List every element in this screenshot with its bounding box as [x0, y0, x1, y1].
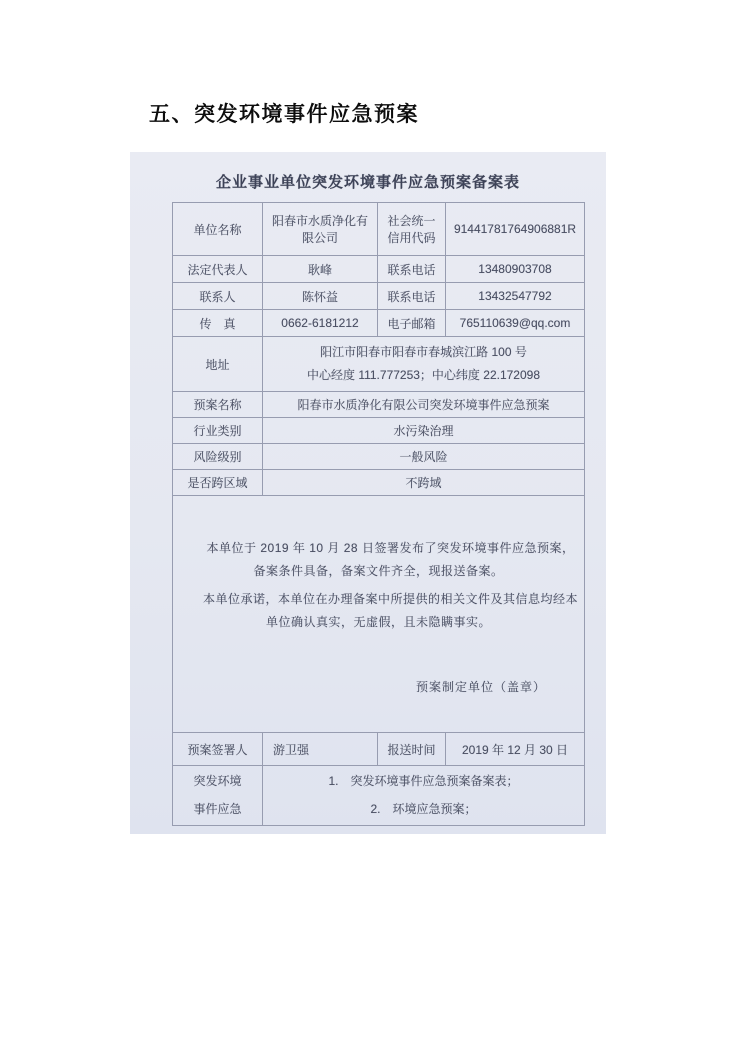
attachments-label-line2: 事件应急 [193, 801, 242, 816]
table-row [173, 766, 585, 826]
address-value [263, 337, 585, 392]
fax-label: 传 真 [173, 310, 263, 337]
signer-value: 游卫强 [263, 733, 378, 766]
plan-name-value: 阳春市水质净化有限公司突发环境事件应急预案 [263, 392, 585, 418]
attachments-label-line1: 突发环境 [193, 774, 242, 788]
contact-phone-label: 联系电话 [378, 283, 446, 310]
attachments-label [173, 766, 263, 826]
unit-name-label: 单位名称 [173, 203, 263, 256]
cross-region-value: 不跨域 [263, 470, 585, 496]
page-title: 五、突发环境事件应急预案 [149, 103, 419, 126]
table-row [173, 496, 585, 733]
address-line1: 阳江市阳春市阳春市春城滨江路 100 号 [320, 345, 527, 360]
table-row [173, 470, 585, 496]
legal-phone-value: 13480903708 [446, 256, 585, 283]
table-row [173, 203, 585, 256]
cross-region-label: 是否跨区域 [173, 470, 263, 496]
declaration-paragraph-1: 本单位于 2019 年 10 月 28 日签署发布了突发环境事件应急预案，备案条件具备，备案文件齐全，现报送备案。 [206, 540, 575, 579]
submit-time-label: 报送时间 [378, 733, 446, 766]
contact-value: 陈怀益 [263, 283, 378, 310]
email-label: 电子邮箱 [378, 310, 446, 337]
signer-label: 预案签署人 [173, 733, 263, 766]
table-row [173, 256, 585, 283]
industry-value: 水污染治理 [263, 418, 585, 444]
table-row [173, 337, 585, 392]
contact-phone-value: 13432547792 [446, 283, 585, 310]
attachment-item-1: 1. 突发环境事件应急预案备案表； [328, 774, 519, 788]
table-row [173, 418, 585, 444]
credit-code-label: 社会统一信用代码 [378, 203, 446, 256]
contact-label: 联系人 [173, 283, 263, 310]
table-row [173, 392, 585, 418]
email-value: 765110639@qq.com [446, 310, 585, 337]
legal-rep-value: 耿峰 [263, 256, 378, 283]
risk-level-label: 风险级别 [173, 444, 263, 470]
table-row [173, 444, 585, 470]
attachment-item-2: 2. 环境应急预案； [370, 801, 477, 816]
seal-line: 预案制定单位（盖章） [415, 680, 546, 695]
fax-value: 0662-6181212 [263, 310, 378, 337]
address-label: 地址 [173, 337, 263, 392]
filing-form-table [172, 202, 585, 826]
declaration-cell [173, 496, 585, 733]
industry-label: 行业类别 [173, 418, 263, 444]
submit-time-value: 2019 年 12 月 30 日 [446, 733, 585, 766]
form-title: 企业事业单位突发环境事件应急预案备案表 [215, 174, 520, 191]
legal-phone-label: 联系电话 [378, 256, 446, 283]
legal-rep-label: 法定代表人 [173, 256, 263, 283]
plan-name-label: 预案名称 [173, 392, 263, 418]
credit-code-value: 91441781764906881R [446, 203, 585, 256]
table-row [173, 733, 585, 766]
attachments-list [263, 766, 585, 826]
declaration-paragraph-2: 本单位承诺，本单位在办理备案中所提供的相关文件及其信息均经本单位确认真实，无虚假，且未隐瞒事实。 [202, 591, 578, 629]
unit-name-value: 阳春市水质净化有限公司 [263, 203, 378, 256]
table-row [173, 310, 585, 337]
scanned-document [130, 152, 606, 834]
risk-level-value: 一般风险 [263, 444, 585, 470]
table-row [173, 283, 585, 310]
address-coordinates: 中心经度 111.777253；中心纬度 22.172098 [306, 368, 540, 382]
